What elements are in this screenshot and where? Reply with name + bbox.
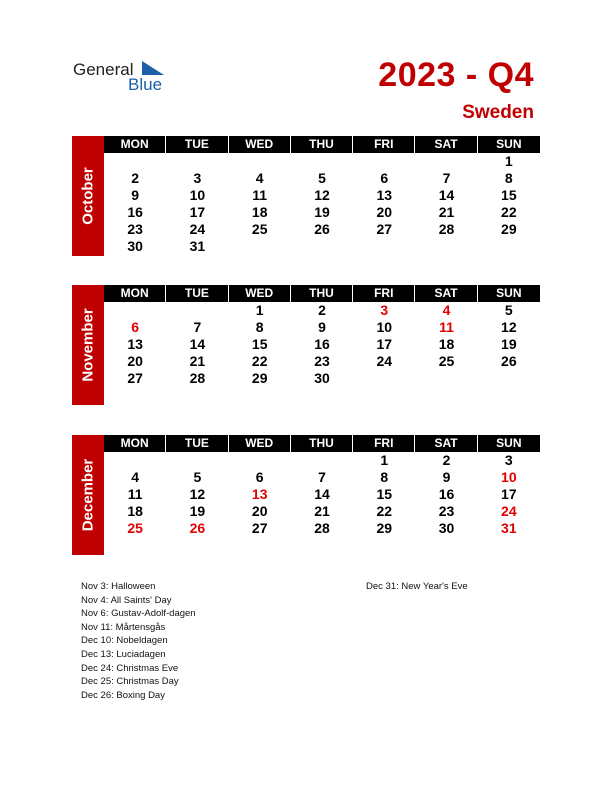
day-cell: 16 — [438, 486, 455, 502]
logo — [73, 58, 183, 98]
day-cell — [415, 370, 477, 387]
month-label-bar — [72, 136, 104, 256]
day-cell — [415, 238, 477, 255]
week-row — [104, 187, 540, 204]
day-cell — [104, 302, 166, 319]
day-cell: 23 — [127, 221, 143, 237]
day-cell: 24 — [189, 221, 206, 237]
weekday-thu: THU — [291, 285, 353, 302]
day-cell: 2 — [442, 452, 451, 468]
day-cell: 7 — [193, 319, 202, 335]
day-cell: 26 — [501, 353, 517, 369]
day-cell: 21 — [189, 353, 206, 369]
day-cell: 10 — [501, 469, 517, 485]
day-cell: 3 — [380, 302, 389, 318]
week-row — [104, 238, 540, 255]
holiday-item: Nov 4: All Saints' Day — [81, 594, 172, 606]
page-title: 2023 - Q4 — [378, 56, 534, 94]
day-cell: 5 — [193, 469, 202, 485]
day-cell — [353, 153, 415, 170]
week-row — [104, 153, 540, 170]
week-row — [104, 452, 540, 469]
day-cell: 23 — [314, 353, 330, 369]
logo-blue-text: Blue — [128, 75, 163, 94]
day-cell: 18 — [127, 503, 143, 519]
holiday-item: Nov 6: Gustav-Adolf-dagen — [81, 608, 196, 620]
day-cell — [478, 370, 540, 387]
day-cell: 8 — [380, 469, 389, 485]
day-cell — [104, 452, 166, 469]
day-cell: 22 — [501, 204, 517, 220]
day-cell: 25 — [438, 353, 455, 369]
weekday-tue: TUE — [166, 435, 228, 452]
day-cell: 6 — [380, 170, 389, 186]
day-cell — [353, 370, 415, 387]
holiday-item: Dec 24: Christmas Eve — [81, 662, 179, 674]
day-cell: 24 — [376, 353, 393, 369]
day-cell: 26 — [189, 520, 206, 536]
day-cell: 14 — [438, 187, 455, 203]
month-november — [72, 285, 540, 393]
day-cell: 1 — [255, 302, 264, 318]
day-cell: 3 — [504, 452, 513, 468]
weekday-wed: WED — [229, 285, 291, 302]
week-row — [104, 469, 540, 486]
day-cell: 20 — [127, 353, 143, 369]
day-cell: 27 — [376, 221, 393, 237]
weekday-thu: THU — [291, 136, 353, 153]
day-cell — [478, 238, 540, 255]
day-cell: 25 — [251, 221, 268, 237]
day-cell: 17 — [189, 204, 206, 220]
day-cell: 11 — [127, 486, 143, 502]
month-grid — [104, 285, 540, 387]
weekday-mon: MON — [104, 285, 166, 302]
day-cell: 23 — [438, 503, 455, 519]
month-name: December — [79, 458, 97, 532]
weekday-wed: WED — [229, 136, 291, 153]
day-cell: 21 — [314, 503, 330, 519]
day-cell: 13 — [251, 486, 268, 502]
weekday-header — [104, 435, 540, 452]
day-cell: 4 — [442, 302, 451, 318]
day-cell: 10 — [189, 187, 206, 203]
week-row — [104, 221, 540, 238]
weekday-mon: MON — [104, 136, 166, 153]
holiday-item: Dec 10: Nobeldagen — [81, 635, 168, 647]
week-row — [104, 520, 540, 537]
day-cell: 17 — [501, 486, 517, 502]
day-cell: 16 — [127, 204, 143, 220]
holiday-list-right — [366, 580, 468, 594]
holiday-item: Dec 26: Boxing Day — [81, 689, 165, 701]
day-cell: 12 — [501, 319, 517, 335]
day-cell: 18 — [251, 204, 268, 220]
logo-general-text: General — [73, 60, 134, 79]
holiday-item: Nov 11: Mårtensgås — [81, 621, 166, 633]
day-cell: 29 — [251, 370, 268, 386]
day-cell — [166, 153, 228, 170]
weekday-header — [104, 136, 540, 153]
week-row — [104, 302, 540, 319]
weekday-sat: SAT — [415, 136, 477, 153]
day-cell: 22 — [376, 503, 393, 519]
holiday-item: Dec 13: Luciadagen — [81, 648, 166, 660]
day-cell: 15 — [376, 486, 393, 502]
day-cell — [291, 153, 353, 170]
day-cell: 29 — [501, 221, 517, 237]
day-cell: 5 — [504, 302, 513, 318]
week-row — [104, 503, 540, 520]
weekday-header — [104, 285, 540, 302]
day-cell — [353, 238, 415, 255]
day-cell: 19 — [314, 204, 330, 220]
day-cell — [229, 153, 291, 170]
day-cell: 14 — [314, 486, 330, 502]
day-cell: 6 — [255, 469, 264, 485]
day-cell: 2 — [131, 170, 140, 186]
day-cell: 18 — [438, 336, 455, 352]
month-october — [72, 136, 540, 261]
day-cell: 24 — [501, 503, 517, 519]
day-cell: 27 — [251, 520, 268, 536]
day-cell: 9 — [442, 469, 451, 485]
week-row — [104, 204, 540, 221]
month-name: October — [79, 167, 97, 225]
week-row — [104, 486, 540, 503]
day-cell: 17 — [376, 336, 393, 352]
weekday-sun: SUN — [496, 137, 522, 151]
day-cell: 6 — [131, 319, 140, 335]
day-cell: 7 — [318, 469, 326, 485]
day-cell: 9 — [131, 187, 140, 203]
day-cell: 8 — [255, 319, 264, 335]
month-grid — [104, 435, 540, 537]
weekday-thu: THU — [291, 435, 353, 452]
week-row — [104, 370, 540, 387]
day-cell — [166, 302, 228, 319]
holiday-list-left — [81, 580, 196, 702]
day-cell: 19 — [501, 336, 517, 352]
weekday-fri: FRI — [353, 285, 415, 302]
country-name: Sweden — [462, 102, 534, 123]
day-cell: 9 — [318, 319, 326, 335]
day-cell: 1 — [504, 153, 513, 169]
weekday-fri: FRI — [353, 435, 415, 452]
day-cell: 12 — [314, 187, 330, 203]
month-december — [72, 435, 540, 543]
day-cell: 10 — [376, 319, 393, 335]
holiday-item: Dec 25: Christmas Day — [81, 676, 179, 688]
day-cell: 15 — [501, 187, 517, 203]
weekday-sun: SUN — [496, 286, 522, 300]
day-cell: 13 — [376, 187, 393, 203]
day-cell: 13 — [127, 336, 143, 352]
weekday-tue: TUE — [166, 136, 228, 153]
day-cell: 5 — [318, 170, 326, 186]
month-grid — [104, 136, 540, 255]
day-cell: 25 — [127, 520, 143, 536]
day-cell: 2 — [318, 302, 326, 318]
weekday-sat: SAT — [415, 435, 477, 452]
day-cell: 19 — [189, 503, 206, 519]
weekday-fri: FRI — [353, 136, 415, 153]
day-cell: 3 — [193, 170, 202, 186]
day-cell: 7 — [442, 170, 451, 186]
day-cell: 29 — [376, 520, 393, 536]
day-cell: 21 — [438, 204, 455, 220]
holiday-item: Dec 31: New Year's Eve — [366, 581, 468, 592]
day-cell: 8 — [504, 170, 513, 186]
day-cell: 12 — [189, 486, 206, 502]
day-cell — [291, 452, 353, 469]
day-cell: 28 — [314, 520, 330, 536]
day-cell: 1 — [380, 452, 389, 468]
day-cell: 4 — [255, 170, 264, 186]
day-cell: 28 — [438, 221, 455, 237]
weekday-mon: MON — [104, 435, 166, 452]
day-cell — [415, 153, 477, 170]
week-row — [104, 353, 540, 370]
holiday-item: Nov 3: Halloween — [81, 581, 156, 592]
day-cell — [291, 238, 353, 255]
day-cell: 4 — [131, 469, 140, 485]
day-cell: 14 — [189, 336, 206, 352]
day-cell: 30 — [127, 238, 143, 254]
day-cell: 30 — [314, 370, 330, 386]
week-row — [104, 170, 540, 187]
day-cell: 31 — [189, 238, 206, 254]
day-cell: 11 — [252, 187, 268, 203]
day-cell — [229, 238, 291, 255]
weekday-sun: SUN — [496, 436, 522, 450]
day-cell — [229, 452, 291, 469]
week-row — [104, 336, 540, 353]
day-cell: 22 — [251, 353, 268, 369]
weekday-sat: SAT — [415, 285, 477, 302]
month-label-bar — [72, 285, 104, 405]
day-cell: 20 — [376, 204, 393, 220]
day-cell: 26 — [314, 221, 330, 237]
day-cell: 31 — [501, 520, 517, 536]
day-cell: 27 — [127, 370, 143, 386]
month-name: November — [79, 308, 97, 382]
day-cell: 20 — [251, 503, 268, 519]
day-cell: 15 — [251, 336, 268, 352]
day-cell: 30 — [438, 520, 455, 536]
week-row — [104, 319, 540, 336]
day-cell — [166, 452, 228, 469]
month-label-bar — [72, 435, 104, 555]
weekday-wed: WED — [229, 435, 291, 452]
day-cell: 16 — [314, 336, 330, 352]
day-cell — [104, 153, 166, 170]
weekday-tue: TUE — [166, 285, 228, 302]
day-cell: 28 — [189, 370, 206, 386]
day-cell: 11 — [439, 319, 454, 335]
